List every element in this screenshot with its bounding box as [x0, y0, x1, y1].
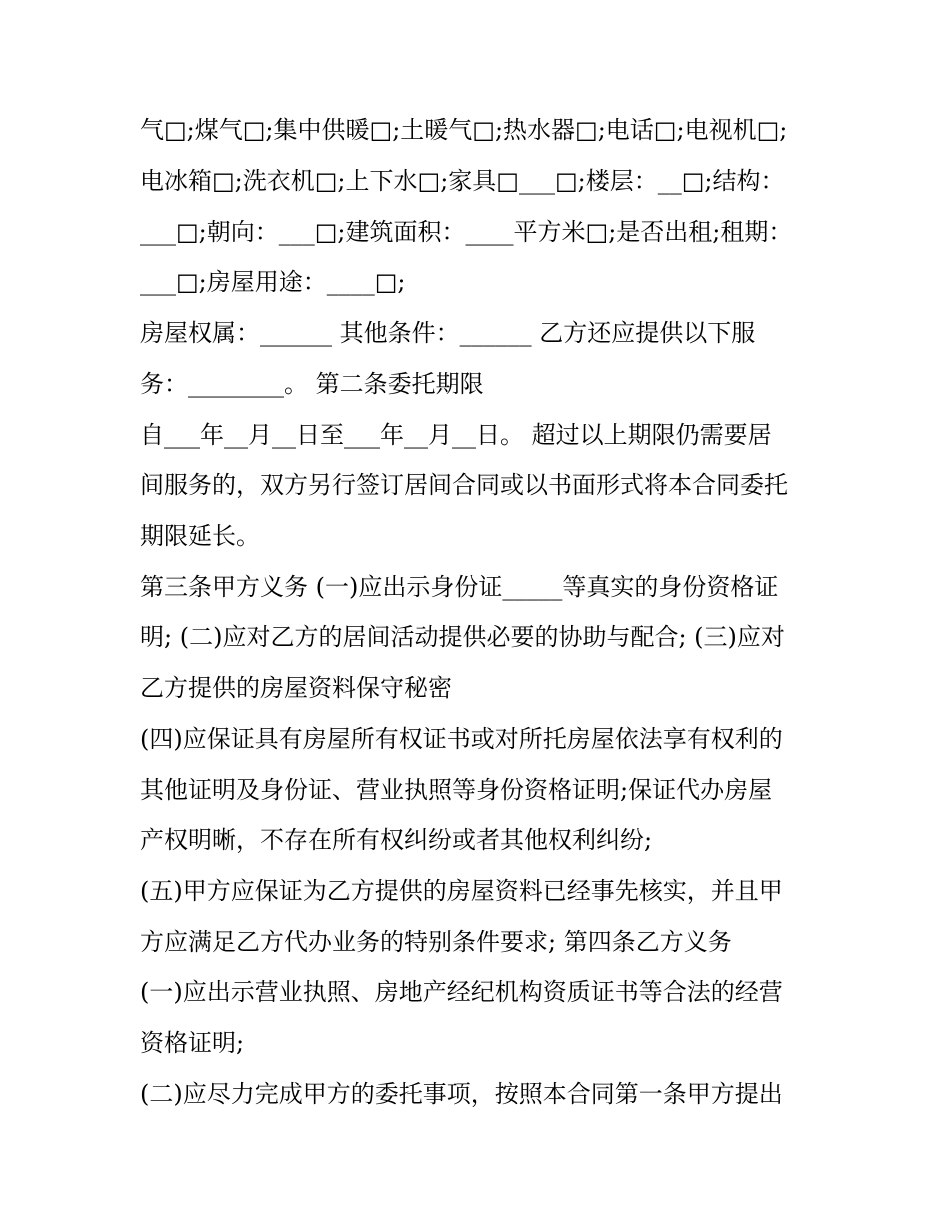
text-line: 电冰箱□;洗衣机□;上下水□;家具□___□;楼层：__□;结构：	[140, 167, 785, 195]
text-line: 自___年__月__日至___年__月__日。 超过以上期限仍需要居	[140, 421, 772, 449]
text-line: 间服务的，双方另行签订居间合同或以书面形式将本合同委托	[140, 471, 788, 499]
text-line: 期限延长。	[140, 522, 260, 550]
text-line: ___□;房屋用途：____□;	[140, 268, 406, 296]
text-line: 明; (二)应对乙方的居间活动提供必要的协助与配合; (三)应对	[140, 623, 785, 651]
text-line: 第三条甲方义务 (一)应出示身份证_____等真实的身份资格证	[140, 573, 779, 601]
text-line: 其他证明及身份证、营业执照等身份资格证明;保证代办房屋	[140, 776, 773, 804]
text-line: 乙方提供的房屋资料保守秘密	[140, 674, 452, 702]
text-line: (二)应尽力完成甲方的委托事项，按照本合同第一条甲方提出	[140, 1080, 783, 1108]
text-line: (五)甲方应保证为乙方提供的房屋资料已经事先核实，并且甲	[140, 877, 783, 905]
text-line: 房屋权属：______ 其他条件：______ 乙方还应提供以下服	[140, 319, 756, 347]
text-line: ___□;朝向：___□;建筑面积：____平方米□;是否出租;租期：	[140, 218, 793, 246]
text-line: 资格证明;	[140, 1029, 245, 1057]
text-line: 方应满足乙方代办业务的特别条件要求; 第四条乙方义务	[140, 928, 732, 956]
text-line: (四)应保证具有房屋所有权证书或对所托房屋依法享有权利的	[140, 725, 783, 753]
text-line: 务：________。 第二条委托期限	[140, 370, 484, 398]
text-line: 产权明晰，不存在所有权纠纷或者其他权利纠纷;	[140, 826, 653, 854]
text-line: 气□;煤气□;集中供暖□;土暖气□;热水器□;电话□;电视机□;	[140, 116, 788, 144]
text-line: (一)应出示营业执照、房地产经纪机构资质证书等合法的经营	[140, 978, 783, 1006]
